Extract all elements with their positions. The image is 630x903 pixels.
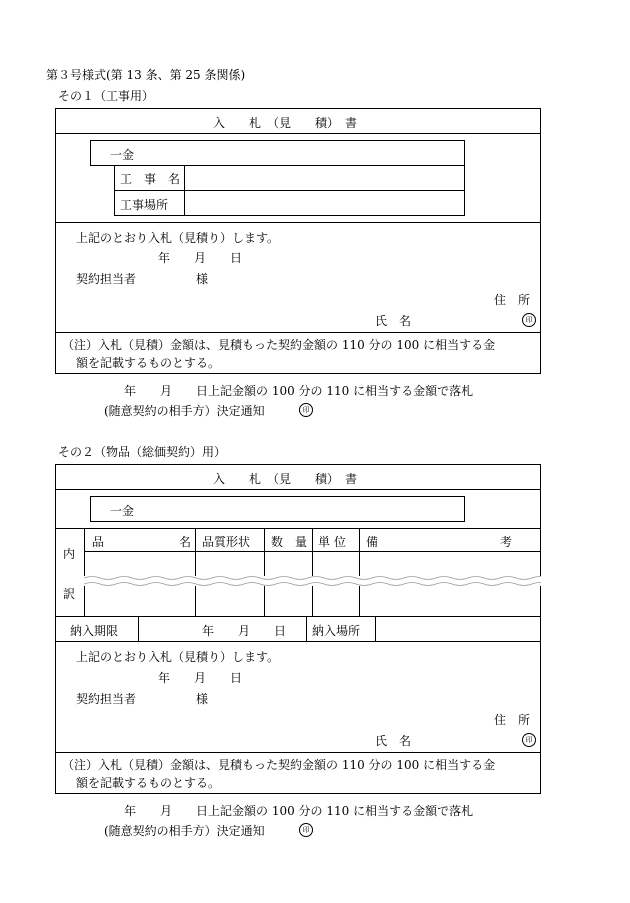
section2-table-title: 入 札 （見 積） 書	[213, 472, 358, 486]
section2-col-quality: 品質形状	[202, 535, 251, 549]
section2-statement: 上記のとおり入札（見積り）します。	[76, 650, 280, 664]
section1-date: 年 月 日	[158, 251, 243, 265]
section1-seal-icon: 印	[522, 313, 536, 327]
section2-date: 年 月 日	[158, 671, 243, 685]
section1-address-label: 住 所	[494, 293, 531, 307]
form-title: 第３号様式(第 13 条、第 25 条関係)	[46, 68, 246, 82]
section1-project-site-label: 工事場所	[120, 198, 169, 212]
section1-award-line1: 年 月 日上記金額の 100 分の 110 に相当する金額で落札	[124, 384, 474, 398]
section2-officer: 契約担当者 様	[76, 692, 209, 706]
section2-breakdown-label-2: 訳	[63, 587, 76, 601]
section1-name-label: 氏 名	[375, 314, 412, 328]
section1-table-title: 入 札 （見 積） 書	[213, 116, 358, 130]
section2-table-break	[84, 574, 541, 588]
section1-amount-box	[90, 140, 465, 166]
section2-name-label: 氏 名	[375, 734, 412, 748]
section1-officer: 契約担当者 様	[76, 272, 209, 286]
section2-amount-box	[90, 496, 465, 522]
section2-delivery-date: 年 月 日	[202, 624, 287, 638]
section1-project-name-label: 工 事 名	[120, 172, 181, 186]
section2-col-remarks-a: 備	[366, 535, 379, 549]
section2-delivery-deadline-label: 納入期限	[70, 624, 119, 638]
section2-breakdown-label-1: 内	[63, 547, 76, 561]
section2-note-line1: （注）入札（見積）金額は、見積もった契約金額の 110 分の 100 に相当する金	[62, 758, 496, 772]
section2-delivery-place-label: 納入場所	[312, 624, 361, 638]
section1-note-line2: 額を記載するものとする。	[76, 356, 221, 370]
section2-col-item-a: 品	[92, 535, 105, 549]
section1-amount-label: 一金	[110, 148, 135, 162]
section2-seal-icon: 印	[522, 733, 536, 747]
section1-note-line1: （注）入札（見積）金額は、見積もった契約金額の 110 分の 100 に相当する金	[62, 338, 496, 352]
section2-award-line1: 年 月 日上記金額の 100 分の 110 に相当する金額で落札	[124, 804, 474, 818]
section2-col-quantity: 数 量	[271, 535, 308, 549]
section2-col-remarks-b: 考	[500, 535, 513, 549]
section1-award-line2: (随意契約の相手方）決定通知	[104, 404, 265, 418]
section2-award-line2: (随意契約の相手方）決定通知	[104, 824, 265, 838]
section1-award-seal-icon: 印	[299, 403, 313, 417]
section2-amount-label: 一金	[110, 504, 135, 518]
section2-col-unit: 単 位	[318, 535, 346, 549]
section2-subtitle: その２（物品（総価契約）用）	[58, 445, 227, 459]
section2-award-seal-icon: 印	[299, 823, 313, 837]
section1-statement: 上記のとおり入札（見積り）します。	[76, 231, 280, 245]
section1-subtitle: その１（工事用）	[58, 89, 155, 103]
section2-col-item-b: 名	[179, 535, 192, 549]
section2-address-label: 住 所	[494, 713, 531, 727]
section2-note-line2: 額を記載するものとする。	[76, 776, 221, 790]
